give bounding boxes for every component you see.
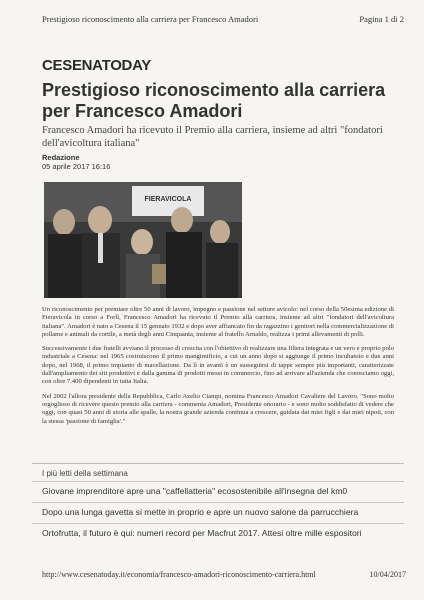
photo-sign-text: FIERAVICOLA bbox=[144, 196, 192, 203]
most-read-section bbox=[32, 463, 404, 544]
print-header-page: Pagina 1 di 2 bbox=[359, 14, 404, 24]
most-read-item[interactable]: Ortofrutta, il futuro è qui: numeri record per Macfrut 2017. Attesi oltre mille espositori bbox=[32, 523, 404, 544]
article-body bbox=[42, 306, 394, 432]
print-header-title: Prestigioso riconoscimento alla carriera per Francesco Amadori bbox=[42, 14, 259, 24]
print-footer-date: 10/04/2017 bbox=[369, 570, 406, 579]
byline bbox=[42, 153, 110, 171]
article-paragraph: Nel 2002 l'allora presidente della Repubblica, Carlo Azelio Ciampi, nomina Francesco Amadori Cavaliere del Lavoro. "Sono molto orgoglioso di ricevere questo premio alla carriera - commenta Amadori, Presidente onorario - e sono molto soddisfatto di vedere che oggi, con quasi 50 anni di storia alle spalle, la nostra grande azienda continua a crescere, guidata dai miei figli e dai miei nipoti, con la stessa 'passione di famiglia'." bbox=[42, 392, 394, 425]
most-read-item[interactable]: Giovane imprenditore apre una "caffellatteria" ecosostenibile all'insegna del km0 bbox=[32, 481, 404, 502]
print-footer bbox=[42, 570, 406, 579]
article-paragraph: Successivamente i due fratelli avviano il processo di crescita con l'obiettivo di realizzare una filiera integrata e un vero e proprio polo industriale a Cesena: nel 1965 costruiscono il primo mangimificio, a cui un anno dopo si aggiunge il primo incubatoio e due anni dopo, nel 1968, il primo impianto di macellazione. Da lì in avanti è un susseguirsi di tappe sempre più importanti, caratterizzate dall'ampliamento dei siti produttivi e dalla gamma di prodotti messi in commercio, fino ad arrivare all'azienda che conosciamo oggi, con oltre 7.400 dipendenti in tutta Italia. bbox=[42, 345, 394, 386]
article-author[interactable]: Redazione bbox=[42, 153, 80, 162]
article-photo bbox=[44, 182, 242, 298]
most-read-item[interactable]: Dopo una lunga gavetta si mette in proprio e apre un nuovo salone da parrucchiera bbox=[32, 502, 404, 523]
article-title: Prestigioso riconoscimento alla carriera per Francesco Amadori bbox=[42, 80, 386, 121]
article-subtitle: Francesco Amadori ha ricevuto il Premio alla carriera, insieme ad altri "fondatori dell'avicoltura italiana" bbox=[42, 125, 383, 149]
award-photo-illustration bbox=[44, 182, 242, 298]
article-paragraph: Un riconoscimento per premiare oltre 50 anni di lavoro, impegno e passione nel settore avicolo: nel corso della 50esima edizione di Fieravicola in corso a Forlì, Francesco Amadori ha ricevuto il Premio alla carriera, insieme ad altri "fondatori dell'avicoltura italiana". Amadori è nato a Cesena il 15 gennaio 1932 e dopo aver affiancato fin da ragazzino i genitori nella commercializzazione di pollame e animali da cortile, a metà degli anni Cinquanta, insieme al fratello Arnaldo, realizza i primi allevamenti di polli. bbox=[42, 306, 394, 338]
most-read-heading: I più letti della settimana bbox=[42, 469, 128, 478]
print-footer-url: http://www.cesenatoday.it/economia/francesco-amadori-riconoscimento-carriera.html bbox=[42, 570, 316, 579]
site-logo[interactable]: CESENATODAY bbox=[42, 57, 151, 74]
print-header bbox=[42, 14, 404, 24]
article-date: 05 aprile 2017 16:16 bbox=[42, 162, 111, 171]
